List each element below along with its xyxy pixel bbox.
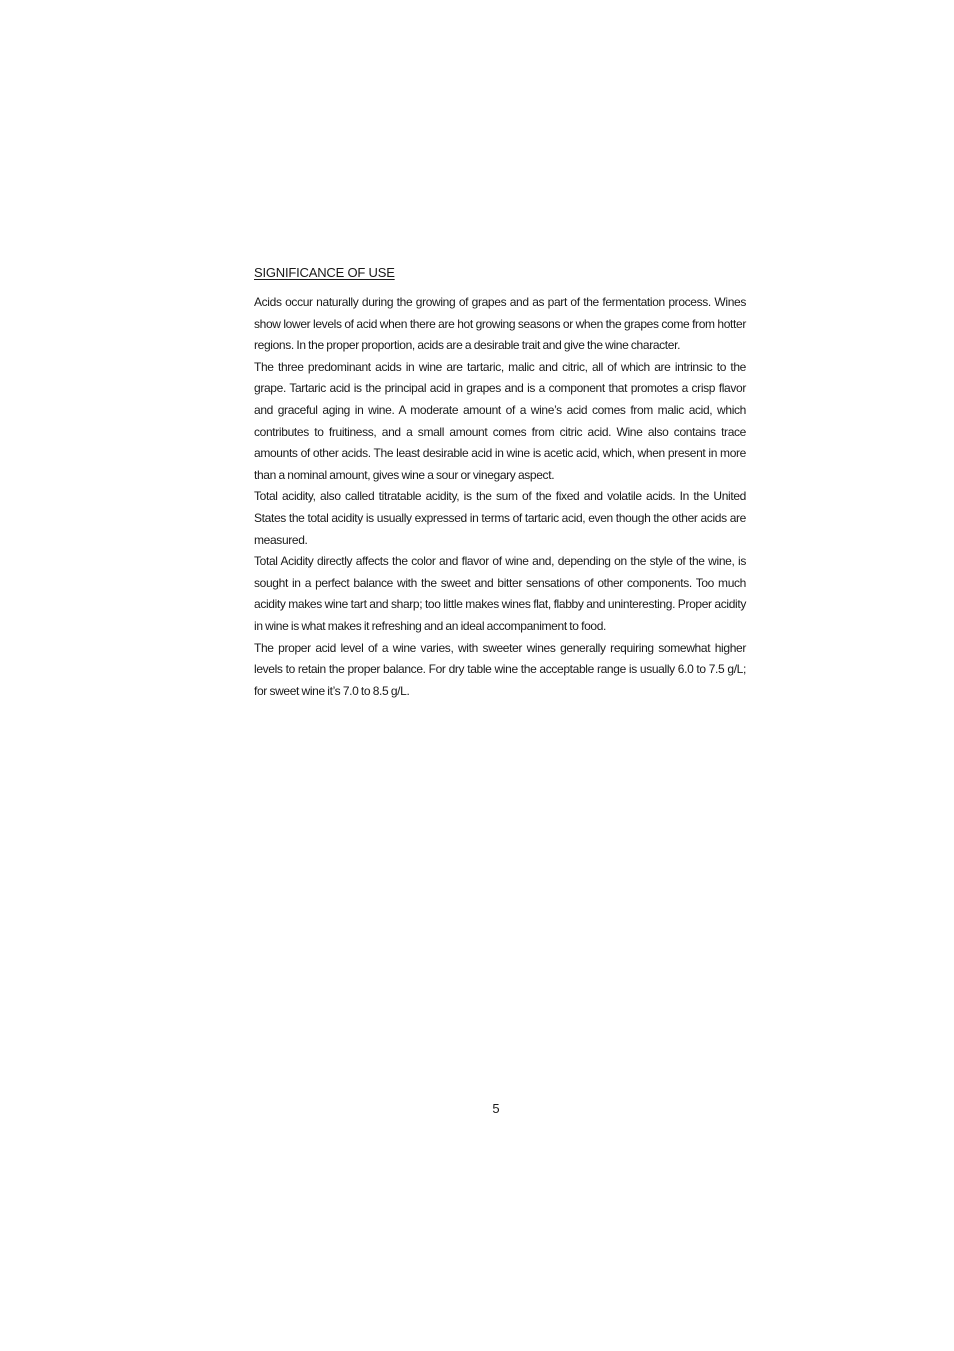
paragraph-total-acidity-definition: Total acidity, also called titratable acidity, is the sum of the fixed and volatile acids. In the United States the total acidity is usually expressed in terms of tartaric acid, even though the other acids are measured. [254,489,746,547]
section-heading: SIGNIFICANCE OF USE [254,265,395,280]
paragraph-proper-acid-level: The proper acid level of a wine varies, with sweeter wines generally requiring somewhat higher levels to retain the proper balance. For dry table wine the acceptable range is usually 6.0 to 7.5 g/L; for sweet wine it’s 7.0 to 8.5 g/L. [254,640,746,698]
page-number: 5 [492,1101,500,1116]
paragraph-predominant-acids: The three predominant acids in wine are tartaric, malic and citric, all of which are intrinsic to the grape. Tartaric acid is the principal acid in grapes and is a component that promotes a crisp flavor and graceful aging in wine. A moderate amount of a wine’s acid comes from malic acid, which contributes to fruitiness, and a small amount comes from citric acid. Wine also contains trace amounts of other acids. The least desirable acid in wine is acetic acid, which, when present in more than a nominal amount, gives wine a sour or vinegary aspect. [254,359,746,482]
paragraph-acids-occur: Acids occur naturally during the growing of grapes and as part of the fermentation process. Wines show lower levels of acid when there are hot growing seasons or when the grapes come from hotter regions. In the proper proportion, acids are a desirable trait and give the wine character. [254,295,746,353]
paragraph-total-acidity-effects: Total Acidity directly affects the color and flavor of wine and, depending on the style of the wine, is sought in a perfect balance with the sweet and bitter sensations of other components. Too much acidity makes wine tart and sharp; too little makes wines flat, flabby and uninteresting. Proper acidity in wine is what makes it refreshing and an ideal accompaniment to food. [254,554,746,633]
document-body [254,264,746,702]
